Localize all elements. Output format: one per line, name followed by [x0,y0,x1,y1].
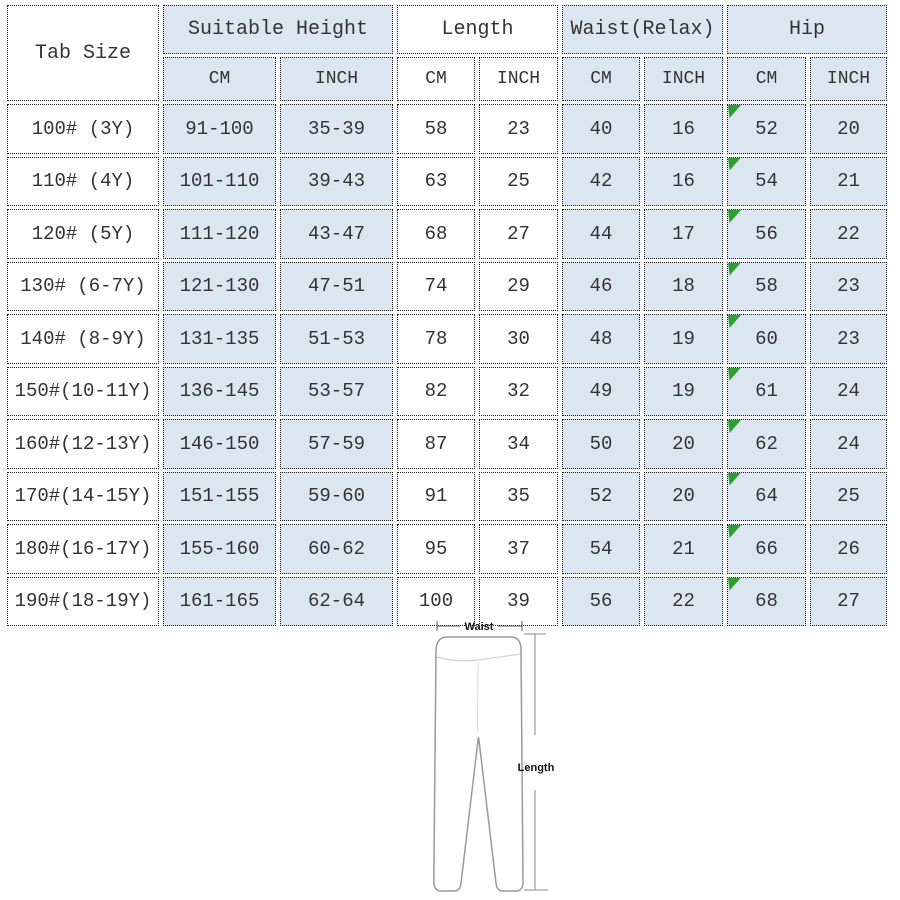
table-cell: 27 [479,209,558,259]
table-cell: 155-160 [163,524,276,574]
green-flag-icon [728,578,741,591]
table-cell: 146-150 [163,419,276,469]
table-cell: 111-120 [163,209,276,259]
table-cell: 47-51 [280,262,393,312]
table-cell: 44 [562,209,640,259]
pants-outline [434,637,523,891]
table-cell: 22 [644,577,723,627]
table-cell: 21 [644,524,723,574]
table-cell: 21 [810,157,887,207]
table-row [7,314,887,364]
table-cell: 37 [479,524,558,574]
table-cell: 16 [644,157,723,207]
unit-header-height-cm: CM [163,57,276,101]
table-cell: 18 [644,262,723,312]
table-cell: 26 [810,524,887,574]
table-cell: 101-110 [163,157,276,207]
row-size-cell: 150#(10-11Y) [7,367,159,417]
green-flag-icon [728,158,741,171]
table-cell: 24 [810,419,887,469]
green-flag-icon [728,525,741,538]
table-cell: 35-39 [280,104,393,154]
table-cell: 50 [562,419,640,469]
table-cell: 58 [397,104,475,154]
table-cell: 27 [810,577,887,627]
table-cell: 56 [727,209,806,259]
table-body [7,104,887,626]
unit-header-hip-inch: INCH [810,57,887,101]
table-cell: 60-62 [280,524,393,574]
table-header-group-row [7,5,887,54]
green-flag-icon [728,263,741,276]
table-cell: 58 [727,262,806,312]
table-cell: 34 [479,419,558,469]
table-cell: 23 [810,262,887,312]
table-cell: 61 [727,367,806,417]
drawstring-line [478,662,479,732]
table-cell: 48 [562,314,640,364]
table-cell: 54 [562,524,640,574]
row-size-cell: 180#(16-17Y) [7,524,159,574]
table-cell: 57-59 [280,419,393,469]
size-table [3,2,891,629]
table-cell: 17 [644,209,723,259]
length-label: Length [517,762,555,774]
table-row [7,104,887,154]
column-header-waist-relax: Waist(Relax) [562,5,723,54]
row-size-cell: 170#(14-15Y) [7,472,159,522]
table-cell: 100 [397,577,475,627]
row-size-cell: 160#(12-13Y) [7,419,159,469]
table-cell: 82 [397,367,475,417]
table-cell: 59-60 [280,472,393,522]
table-row [7,262,887,312]
green-flag-icon [728,315,741,328]
table-cell: 16 [644,104,723,154]
table-cell: 20 [810,104,887,154]
table-cell: 42 [562,157,640,207]
table-cell: 87 [397,419,475,469]
table-row [7,367,887,417]
table-cell: 66 [727,524,806,574]
column-header-length: Length [397,5,558,54]
table-cell: 95 [397,524,475,574]
table-cell: 91 [397,472,475,522]
unit-header-height-inch: INCH [280,57,393,101]
unit-header-waist-inch: INCH [644,57,723,101]
table-cell: 68 [727,577,806,627]
table-cell: 32 [479,367,558,417]
table-row [7,209,887,259]
table-cell: 52 [562,472,640,522]
column-header-suitable-height: Suitable Height [163,5,393,54]
waist-label: Waist [464,621,494,633]
table-cell: 136-145 [163,367,276,417]
table-cell: 60 [727,314,806,364]
row-size-cell: 120# (5Y) [7,209,159,259]
pants-diagram [0,610,900,900]
table-cell: 23 [810,314,887,364]
green-flag-icon [728,473,741,486]
table-cell: 39-43 [280,157,393,207]
table-cell: 74 [397,262,475,312]
table-row [7,157,887,207]
table-cell: 39 [479,577,558,627]
unit-header-length-cm: CM [397,57,475,101]
table-cell: 68 [397,209,475,259]
row-size-cell: 140# (8-9Y) [7,314,159,364]
table-cell: 35 [479,472,558,522]
table-cell: 23 [479,104,558,154]
green-flag-icon [728,368,741,381]
table-cell: 46 [562,262,640,312]
row-size-cell: 110# (4Y) [7,157,159,207]
table-cell: 64 [727,472,806,522]
row-size-cell: 100# (3Y) [7,104,159,154]
table-cell: 30 [479,314,558,364]
table-cell: 43-47 [280,209,393,259]
unit-header-waist-cm: CM [562,57,640,101]
row-size-cell: 130# (6-7Y) [7,262,159,312]
table-cell: 78 [397,314,475,364]
row-size-cell: 190#(18-19Y) [7,577,159,627]
table-cell: 91-100 [163,104,276,154]
table-cell: 161-165 [163,577,276,627]
green-flag-icon [728,420,741,433]
table-row [7,472,887,522]
unit-header-length-inch: INCH [479,57,558,101]
table-cell: 53-57 [280,367,393,417]
table-cell: 19 [644,314,723,364]
table-cell: 52 [727,104,806,154]
table-cell: 62-64 [280,577,393,627]
table-cell: 54 [727,157,806,207]
table-cell: 121-130 [163,262,276,312]
table-row [7,419,887,469]
table-cell: 63 [397,157,475,207]
table-cell: 40 [562,104,640,154]
table-cell: 22 [810,209,887,259]
table-cell: 20 [644,419,723,469]
table-cell: 29 [479,262,558,312]
table-cell: 19 [644,367,723,417]
table-cell: 151-155 [163,472,276,522]
table-row [7,524,887,574]
table-cell: 56 [562,577,640,627]
green-flag-icon [728,105,741,118]
table-cell: 131-135 [163,314,276,364]
green-flag-icon [728,210,741,223]
table-cell: 25 [479,157,558,207]
table-cell: 49 [562,367,640,417]
column-header-tab-size: Tab Size [7,5,159,101]
table-cell: 20 [644,472,723,522]
table-cell: 24 [810,367,887,417]
column-header-hip: Hip [727,5,887,54]
unit-header-hip-cm: CM [727,57,806,101]
table-cell: 62 [727,419,806,469]
table-cell: 25 [810,472,887,522]
table-cell: 51-53 [280,314,393,364]
